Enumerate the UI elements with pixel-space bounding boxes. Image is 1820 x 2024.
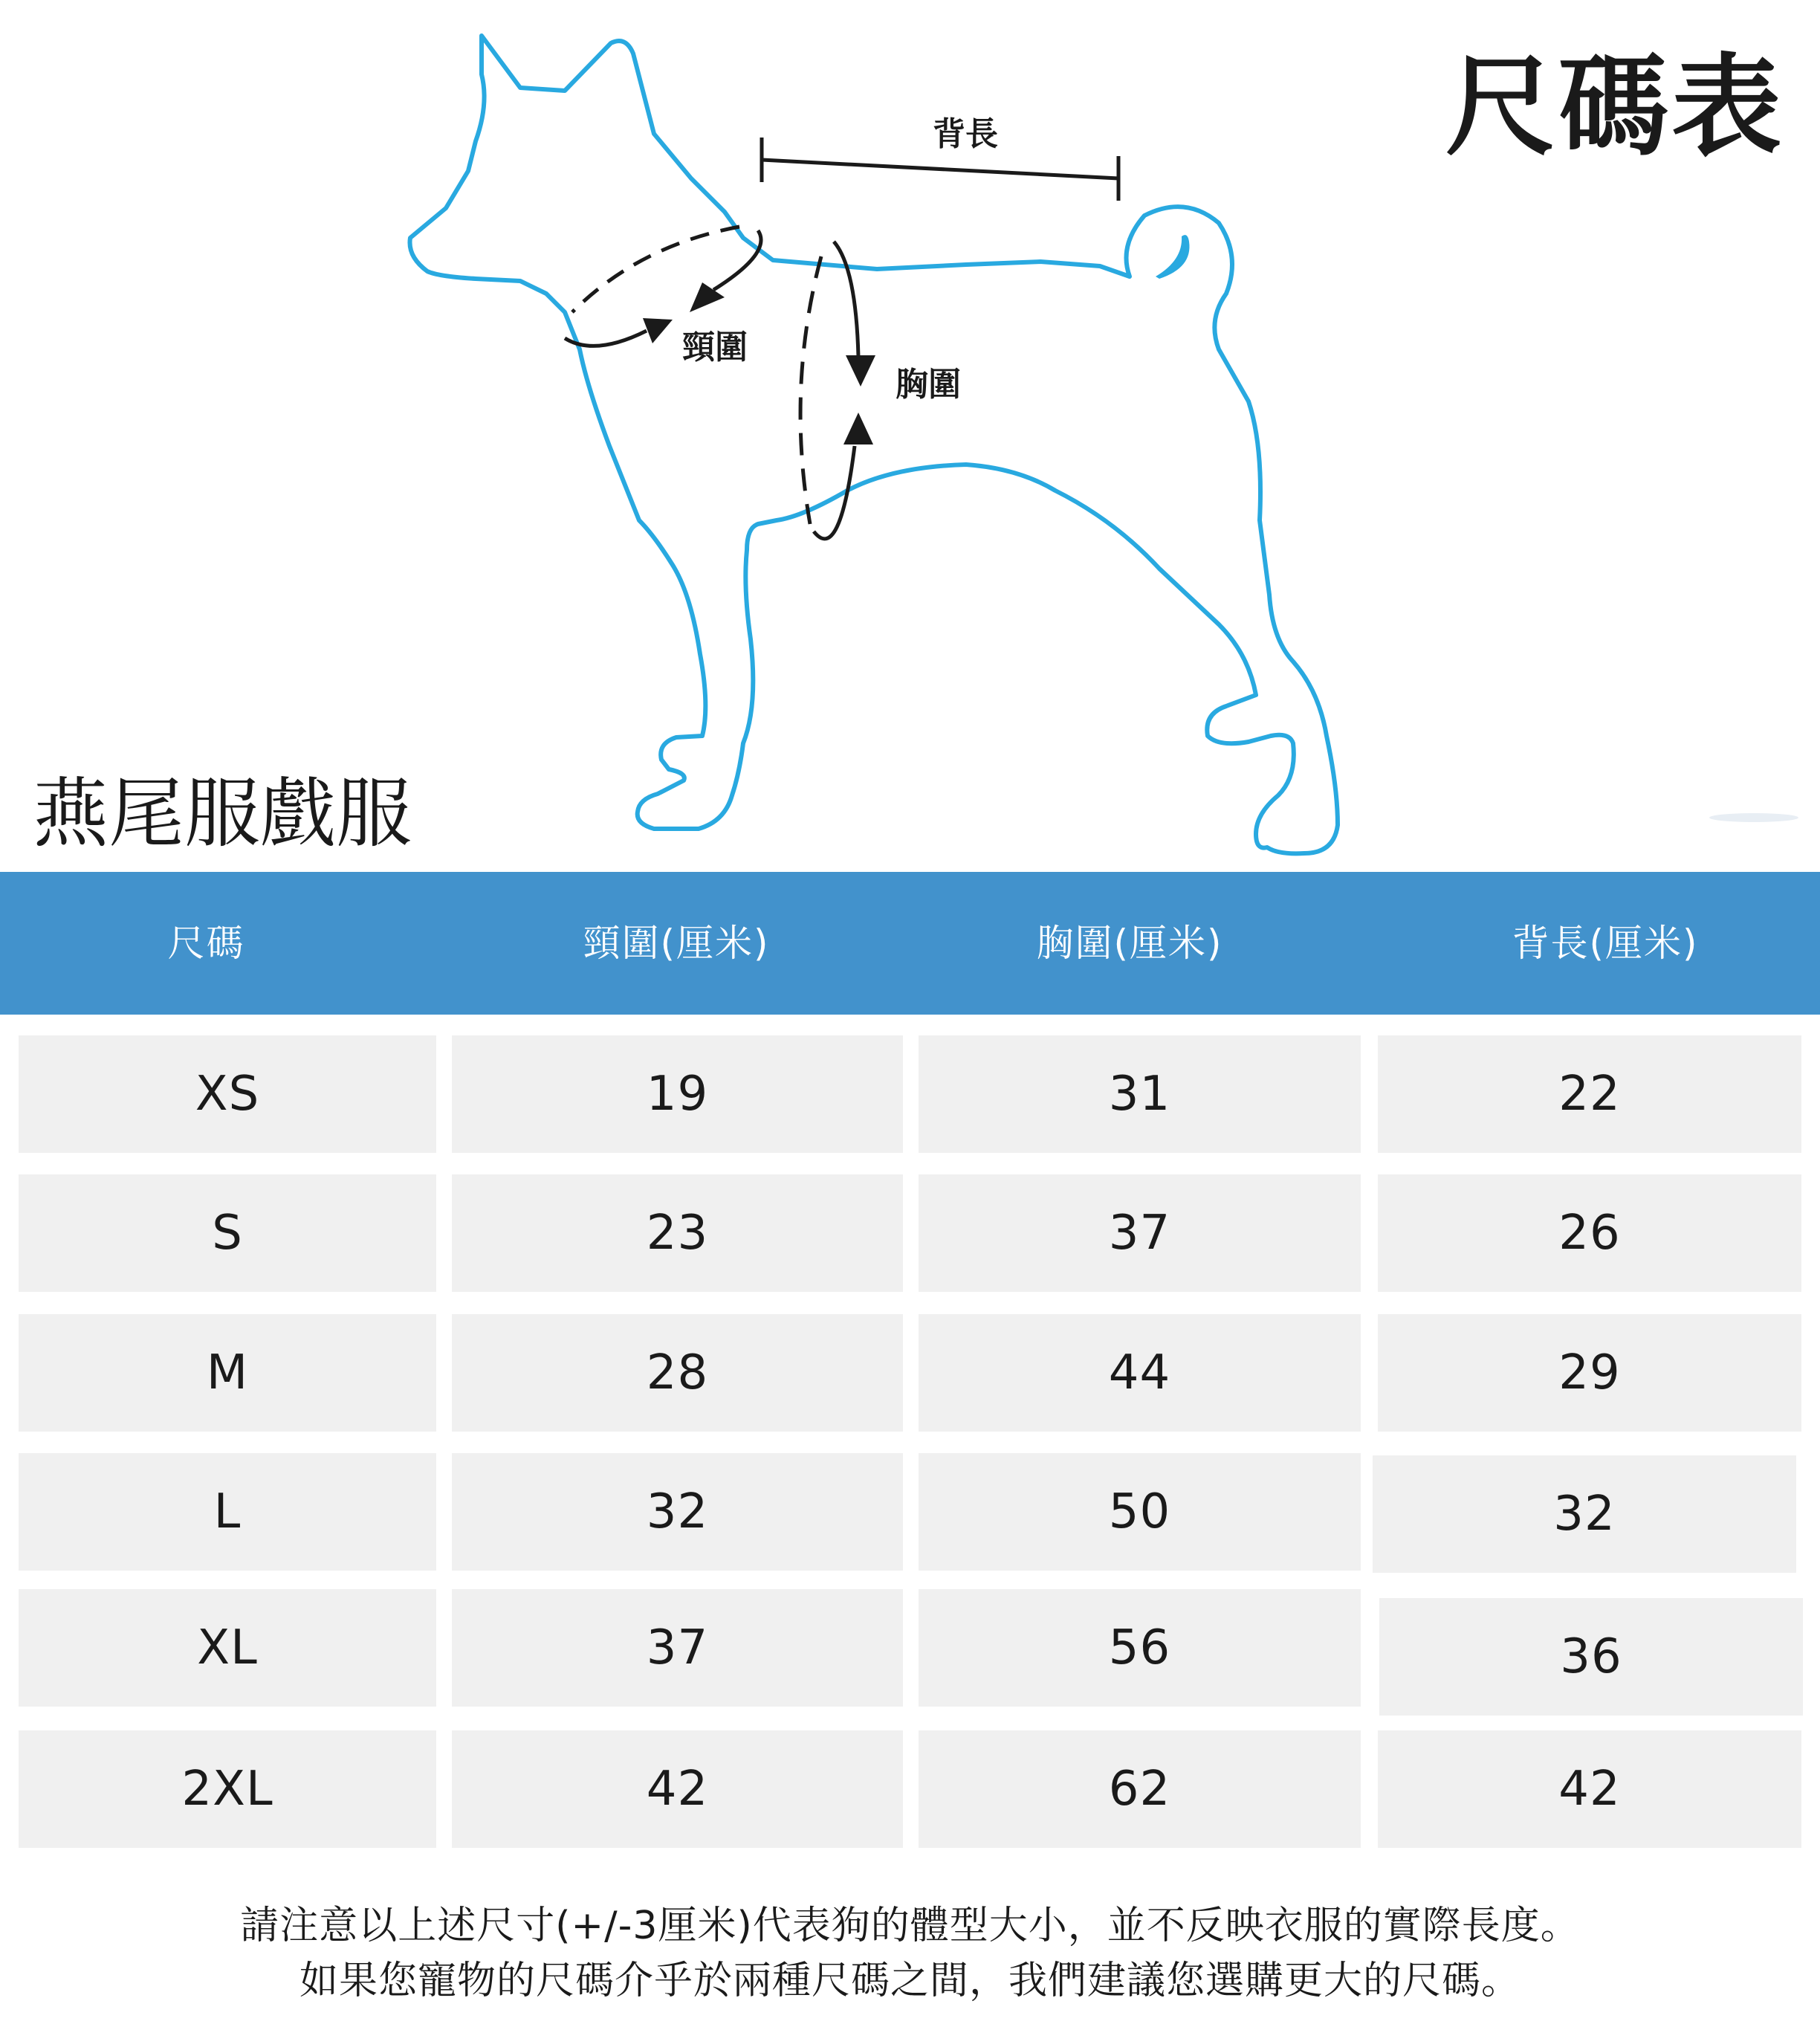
table-cell-chest: 50 (919, 1453, 1361, 1571)
table-cell-chest: 44 (919, 1314, 1361, 1432)
header-size: 尺碼 (167, 922, 245, 965)
table-cell-back-length: 22 (1378, 1035, 1801, 1153)
table-cell-size: XL (19, 1589, 436, 1707)
note-line-1: 請注意以上述尺寸(+/-3厘米)代表狗的體型大小，並不反映衣服的實際長度。 (240, 1904, 1580, 1948)
chest-dashed-arc (800, 256, 821, 524)
note-line-2: 如果您寵物的尺碼介乎於兩種尺碼之間，我們建議您選購更大的尺碼。 (299, 1959, 1521, 2003)
table-cell-neck: 32 (452, 1453, 903, 1571)
dog-outline (409, 36, 1338, 853)
chest-label: 胸圍 (896, 366, 961, 404)
chest-arrow-curve-bottom (814, 446, 855, 539)
header-back-length: 背長(厘米) (1512, 922, 1699, 965)
table-cell-neck: 37 (452, 1589, 903, 1707)
table-cell-back-length: 29 (1378, 1314, 1801, 1432)
table-cell-chest: 56 (919, 1589, 1361, 1707)
table-cell-size: S (19, 1174, 436, 1292)
table-cell-size: M (19, 1314, 436, 1432)
neck-label: 頸圍 (682, 329, 748, 366)
table-header (0, 872, 1820, 1015)
neck-arrow-head-bottom (643, 318, 673, 343)
table-cell-size: L (19, 1453, 436, 1571)
page-title: 尺碼表 (1445, 43, 1784, 171)
tail-curl (1156, 235, 1190, 279)
table-cell-neck: 42 (452, 1730, 903, 1848)
table-cell-chest: 31 (919, 1035, 1361, 1153)
table-cell-back-length: 32 (1373, 1455, 1796, 1573)
header-neck: 頸圍(厘米) (583, 922, 770, 965)
chest-arrow-head-bottom (843, 413, 873, 444)
header-chest: 胸圍(厘米) (1036, 922, 1223, 965)
table-cell-neck: 28 (452, 1314, 903, 1432)
table-cell-size: 2XL (19, 1730, 436, 1848)
table-cell-chest: 37 (919, 1174, 1361, 1292)
back-length-line (762, 160, 1118, 178)
table-cell-back-length: 42 (1378, 1730, 1801, 1848)
table-cell-neck: 23 (452, 1174, 903, 1292)
table-cell-chest: 62 (919, 1730, 1361, 1848)
table-cell-neck: 19 (452, 1035, 903, 1153)
chest-arrow-head-top (846, 355, 875, 387)
chest-arrow-curve-top (834, 242, 858, 357)
table-cell-back-length: 36 (1379, 1598, 1803, 1716)
neck-arrow-curve-top (713, 230, 761, 290)
back-length-label: 背長 (933, 115, 998, 153)
ground-shadow (1709, 813, 1798, 822)
table-cell-back-length: 26 (1378, 1174, 1801, 1292)
product-name: 燕尾服戲服 (33, 770, 412, 859)
table-cell-size: XS (19, 1035, 436, 1153)
